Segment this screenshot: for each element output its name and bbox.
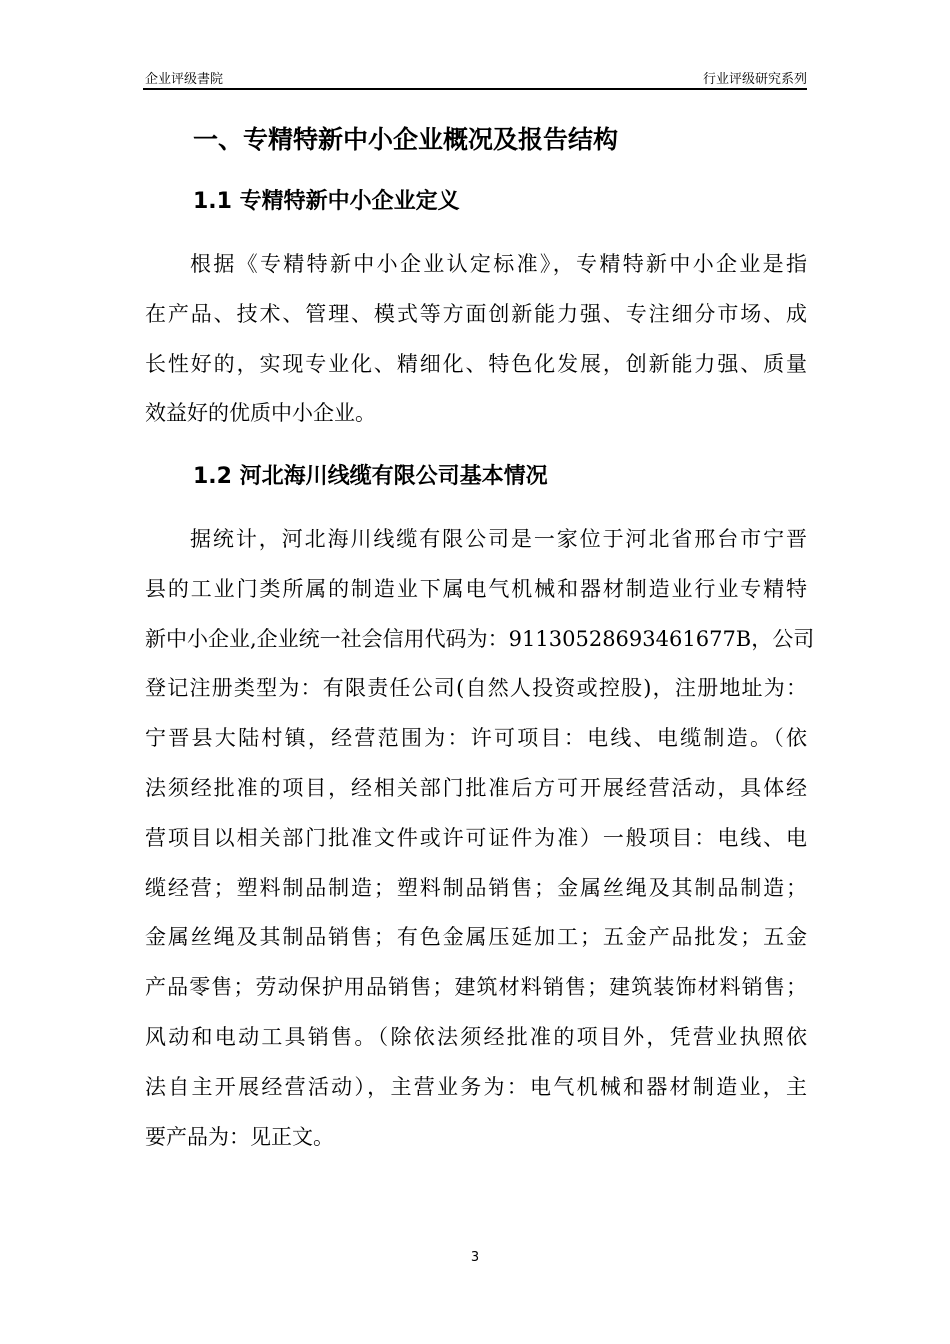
- text-line: 在产品、技术、管理、模式等方面创新能力强、专注细分市场、成: [145, 301, 807, 326]
- text-line: 效益好的优质中小企业。: [145, 401, 376, 426]
- page-number: 3: [470, 1250, 480, 1265]
- text-line: 法自主开展经营活动），主营业务为：电气机械和器材制造业，主: [145, 1074, 807, 1099]
- text-line: 登记注册类型为：有限责任公司(自然人投资或控股)，注册地址为：: [145, 676, 807, 701]
- text-line: 产品零售；劳动保护用品销售；建筑材料销售；建筑装饰材料销售；: [145, 975, 807, 1000]
- section-title: 一、专精特新中小企业概况及报告结构: [193, 125, 619, 154]
- text-line: 县的工业门类所属的制造业下属电气机械和器材制造业行业专精特: [145, 576, 807, 601]
- header-rule: [143, 88, 807, 90]
- text-line: 风动和电动工具销售。（除依法须经批准的项目外，凭营业执照依: [145, 1025, 807, 1049]
- text-line: 据统计，河北海川线缆有限公司是一家位于河北省邢台市宁晋: [190, 527, 807, 551]
- text-line: 宁晋县大陆村镇，经营范围为：许可项目：电线、电缆制造。（依: [145, 726, 807, 751]
- header-right: 行业评级研究系列: [702, 72, 807, 87]
- text-line: 新中小企业,企业统一社会信用代码为：91130528693461677B，公司: [145, 626, 815, 651]
- subsection-2-title: 1.2 河北海川线缆有限公司基本情况: [193, 464, 548, 489]
- text-line: 长性好的，实现专业化、精细化、特色化发展，创新能力强、质量: [145, 351, 807, 376]
- text-line: 法须经批准的项目，经相关部门批准后方可开展经营活动，具体经: [145, 776, 807, 800]
- subsection-1-title: 1.1 专精特新中小企业定义: [193, 189, 460, 214]
- header-left: 企业评级書院: [145, 72, 224, 87]
- text-line: 要产品为：见正文。: [145, 1124, 334, 1149]
- text-line: 营项目以相关部门批准文件或许可证件为准）一般项目：电线、电: [145, 825, 807, 850]
- text-line: 根据《专精特新中小企业认定标准》，专精特新中小企业是指: [190, 252, 807, 276]
- text-line: 金属丝绳及其制品销售；有色金属压延加工；五金产品批发；五金: [145, 925, 807, 950]
- text-line: 缆经营；塑料制品制造；塑料制品销售；金属丝绳及其制品制造；: [145, 875, 807, 900]
